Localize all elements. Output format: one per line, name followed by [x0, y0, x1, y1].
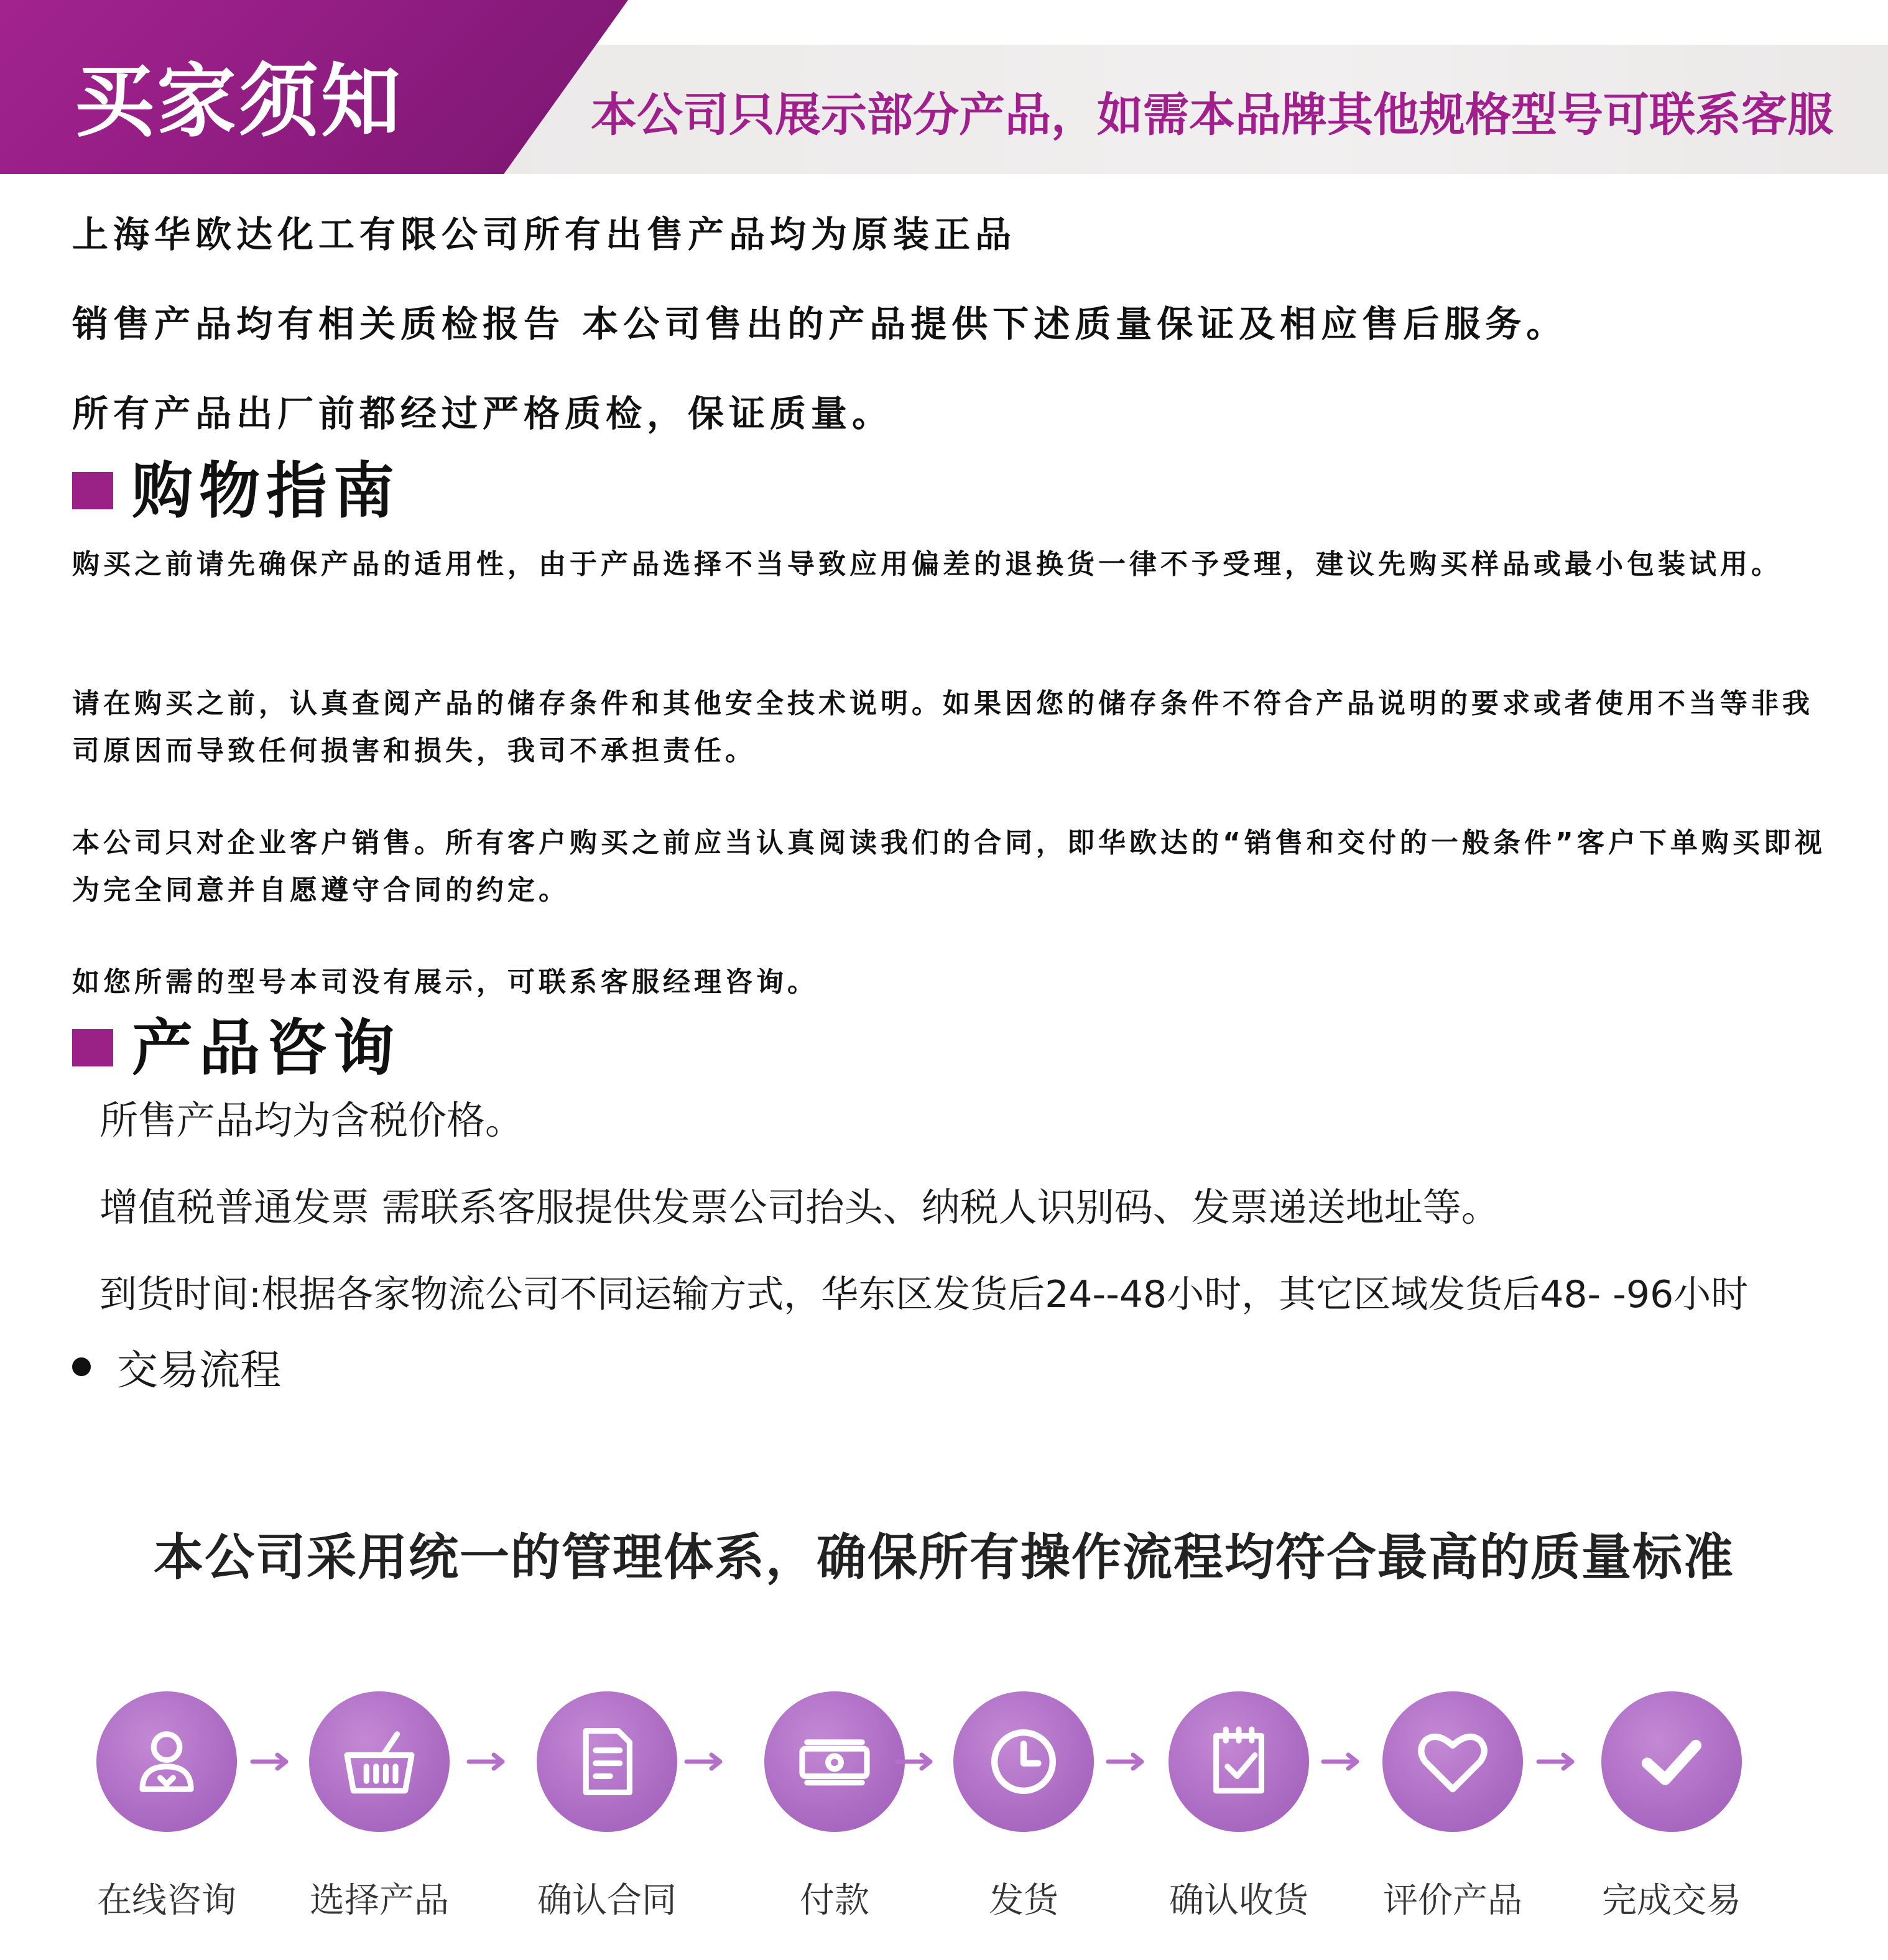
arrow-right-icon: [893, 1740, 937, 1783]
section-marker-icon: [72, 1029, 113, 1066]
banner-note: 本公司只展示部分产品，如需本品牌其他规格型号可联系客服: [591, 88, 1833, 142]
quality-statement: 本公司采用统一的管理体系，确保所有操作流程均符合最高的质量标准: [154, 1528, 1734, 1586]
flow-step: [514, 1691, 700, 1923]
consult-line: 增值税普通发票 需联系客服提供发票公司抬头、纳税人识别码、发票递送地址等。: [99, 1185, 1500, 1230]
guide-paragraph: 如您所需的型号本司没有展示，可联系客服经理咨询。: [72, 966, 818, 998]
consult-title: 产品咨询: [132, 1012, 401, 1084]
intro-line: 上海华欧达化工有限公司所有出售产品均为原装正品: [72, 213, 1017, 256]
arrow-right-icon: [465, 1740, 509, 1783]
section-marker-icon: [72, 472, 113, 509]
bullet-dot-icon: [72, 1357, 91, 1376]
flow-step-label: 选择产品: [310, 1880, 449, 1921]
flow-step-label: 评价产品: [1383, 1880, 1522, 1921]
flow-step-label: 付款: [800, 1880, 869, 1921]
flow-step: [286, 1691, 473, 1923]
intro-line: 销售产品均有相关质检报告 本公司售出的产品提供下述质量保证及相应售后服务。: [72, 303, 1568, 345]
flow-step-label: 确认合同: [537, 1880, 677, 1921]
process-bullet-label: 交易流程: [117, 1346, 281, 1394]
contract-document-icon: [537, 1691, 677, 1832]
guide-section-heading: [72, 451, 401, 527]
flow-step: [1145, 1691, 1332, 1923]
flow-step: [1359, 1691, 1546, 1923]
flow-step: [73, 1691, 260, 1923]
flow-step: [1578, 1691, 1765, 1923]
checked-clipboard-icon: [1168, 1691, 1309, 1832]
heart-icon: [1382, 1691, 1523, 1832]
arrow-right-icon: [1104, 1740, 1148, 1783]
intro-line: 所有产品出厂前都经过严格质检，保证质量。: [72, 392, 894, 435]
guide-paragraph: 购买之前请先确保产品的适用性，由于产品选择不当导致应用偏差的退换货一律不予受理，建议先购买样品或最小包装试用。: [72, 548, 1782, 580]
transaction-flow: [0, 1691, 1888, 1940]
header-banner: [0, 0, 1888, 174]
checkmark-icon: [1601, 1691, 1742, 1832]
consult-person-icon: [96, 1691, 237, 1832]
guide-paragraph: 本公司只对企业客户销售。所有客户购买之前应当认真阅读我们的合同，即华欧达的“销售和交付的一般条件”客户下单购买即视为完全同意并自愿遵守合同的约定。: [72, 827, 1826, 906]
basket-icon: [309, 1691, 450, 1832]
arrow-right-icon: [249, 1740, 292, 1783]
arrow-right-icon: [683, 1740, 726, 1783]
arrow-right-icon: [1535, 1740, 1578, 1783]
consult-line: 到货时间:根据各家物流公司不同运输方式，华东区发货后24--48小时，其它区域发货后48- -96小时: [99, 1273, 1749, 1316]
consult-line: 所售产品均为含税价格。: [99, 1098, 524, 1143]
page-title: 买家须知: [75, 55, 404, 148]
flow-step-label: 完成交易: [1602, 1880, 1741, 1921]
flow-step: [741, 1691, 928, 1923]
cash-stack-icon: [764, 1691, 905, 1832]
guide-title: 购物指南: [132, 455, 401, 527]
guide-paragraph: 请在购买之前，认真查阅产品的储存条件和其他安全技术说明。如果因您的储存条件不符合产品说明的要求或者使用不当等非我司原因而导致任何损害和损失，我司不承担责任。: [72, 688, 1813, 767]
process-bullet: [72, 1337, 281, 1396]
flow-step-label: 发货: [989, 1880, 1058, 1921]
arrow-right-icon: [1320, 1740, 1363, 1783]
flow-step-label: 在线咨询: [97, 1880, 236, 1921]
flow-step-label: 确认收货: [1169, 1880, 1308, 1921]
clock-icon: [953, 1691, 1094, 1832]
consult-section-heading: [72, 1009, 401, 1084]
flow-step: [930, 1691, 1117, 1923]
